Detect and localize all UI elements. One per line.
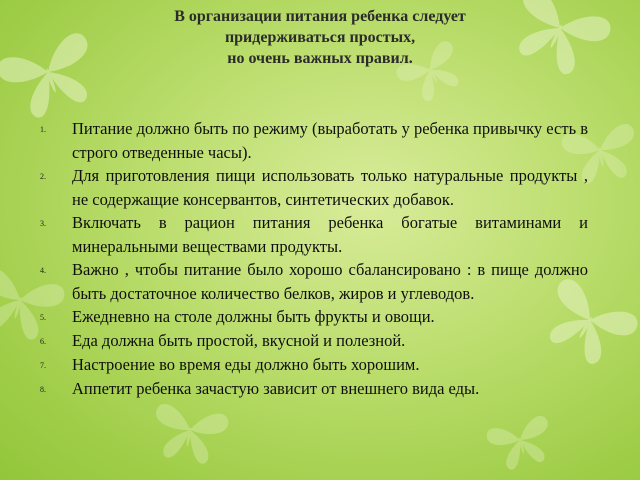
list-item <box>40 329 588 353</box>
list-item-text: Настроение во время еды должно быть хорошим. <box>72 355 420 374</box>
butterfly-icon <box>0 30 106 125</box>
list-item <box>40 353 588 377</box>
list-item <box>40 305 588 329</box>
list-item-text: Питание должно быть по режиму (выработать у ребенка привычку есть в строго отведенные часы). <box>72 119 589 162</box>
list-item-text: Для приготовления пищи использовать только натуральные продукты , не содержащие консервантов, синтетических добавок. <box>72 166 588 209</box>
title-line-2: придерживаться простых, <box>224 29 416 46</box>
butterfly-icon <box>485 414 557 474</box>
list-item <box>40 377 588 401</box>
page-title <box>120 6 520 69</box>
list-item-text: Аппетит ребенка зачастую зависит от внешнего вида еды. <box>72 379 480 398</box>
list-item-number: 4. <box>40 266 46 275</box>
list-item-text: Важно , чтобы питание было хорошо сбалансировано : в пище должно быть достаточное количество белков, жиров и углеводов. <box>72 260 588 303</box>
list-item-number: 7. <box>40 361 46 370</box>
list-item-number: 3. <box>40 219 46 228</box>
list-item-number: 5. <box>40 313 46 322</box>
list-item-number: 8. <box>40 385 46 394</box>
list-item-number: 1. <box>40 125 46 134</box>
butterfly-icon <box>149 403 230 467</box>
list-item-number: 2. <box>40 172 46 181</box>
list-item <box>40 258 588 305</box>
list-item <box>40 211 588 258</box>
rules-list <box>40 117 588 401</box>
list-item-text: Включать в рацион питания ребенка богатые витаминами и минеральными веществами продукты. <box>72 213 588 256</box>
list-item-text: Еда должна быть простой, вкусной и полезной. <box>72 331 406 350</box>
list-item-text: Ежедневно на столе должны быть фрукты и овощи. <box>72 307 435 326</box>
list-item-number: 6. <box>40 337 46 346</box>
title-line-3: но очень важных правил. <box>227 50 413 67</box>
list-item <box>40 117 588 164</box>
title-line-1: В организации питания ребенка следует <box>174 8 466 25</box>
list-item <box>40 164 588 211</box>
